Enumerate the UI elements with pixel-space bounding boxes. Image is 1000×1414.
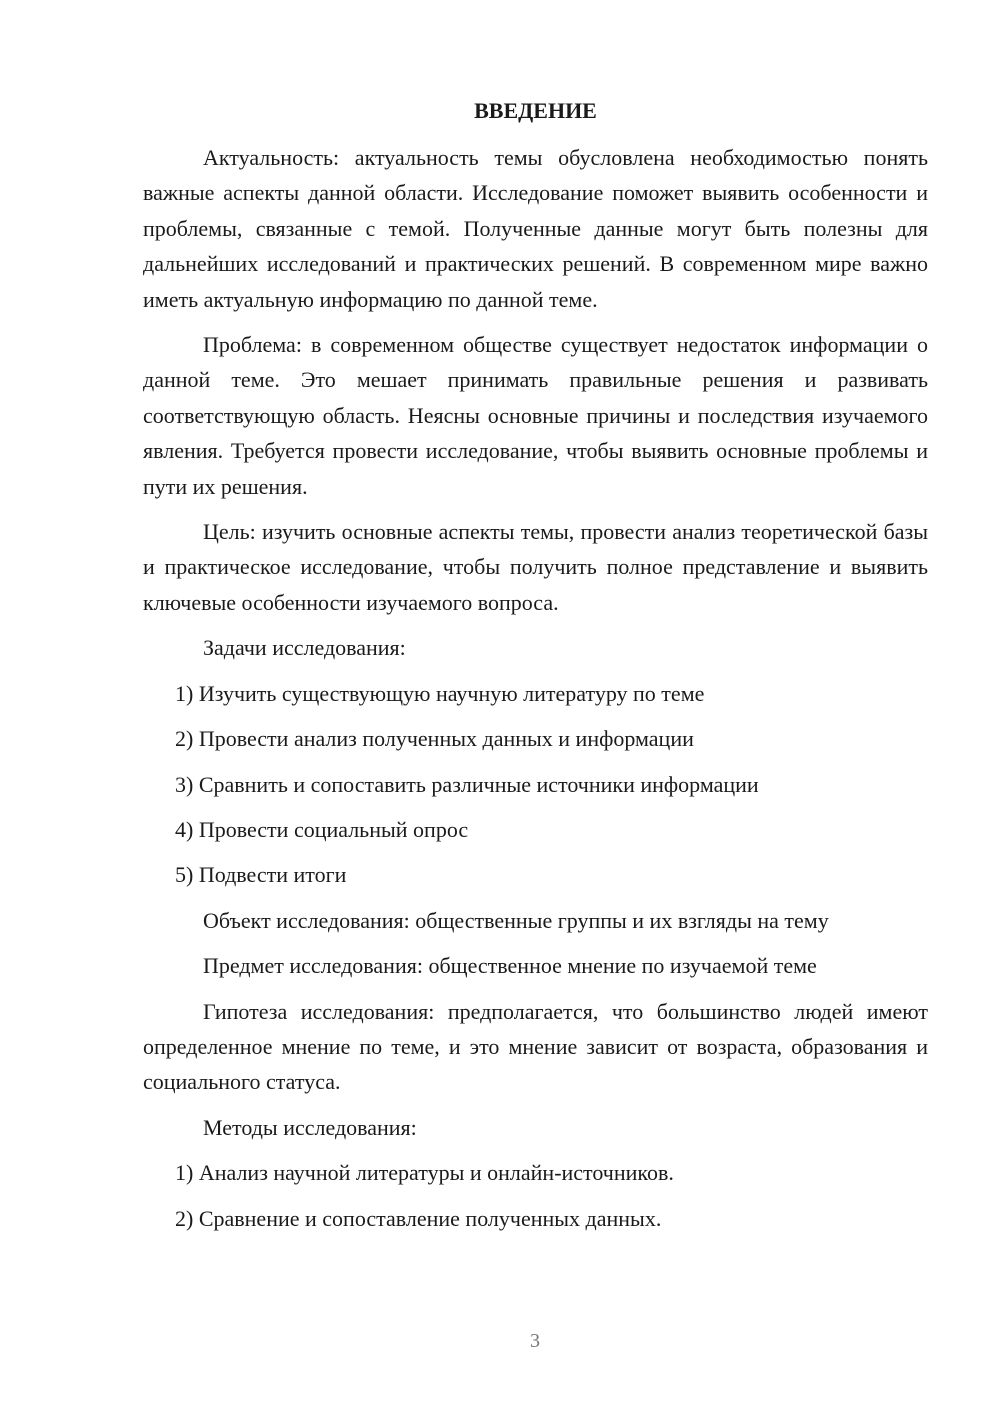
section-title: ВВЕДЕНИЕ: [474, 98, 597, 123]
task-item-5: 5) Подвести итоги: [175, 862, 347, 888]
hypothesis-paragraph: Гипотеза исследования: предполагается, что большинство людей имеют определенное мнение по теме, и это мнение зависит от возраста, образования и социального статуса.: [143, 998, 928, 1095]
tasks-list: [143, 676, 928, 893]
task-item-2: 2) Провести анализ полученных данных и информации: [175, 726, 694, 752]
task-item-4: 4) Провести социальный опрос: [175, 816, 469, 842]
method-item-2: 2) Сравнение и сопоставление полученных данных.: [175, 1205, 662, 1231]
relevance-paragraph: Актуальность: актуальность темы обусловлена необходимостью понять важные аспекты данной области. Исследование поможет выявить особенности и проблемы, связанные с темой. Полученные данные могут быть полезны для дальнейших исследований и практических решений. В современном мире важно иметь актуальную информацию по данной теме.: [143, 145, 928, 312]
subject-line: Предмет исследования: общественное мнение по изучаемой теме: [203, 953, 817, 979]
methods-list: [143, 1155, 928, 1236]
methods-heading: Методы исследования:: [203, 1114, 417, 1140]
goal-paragraph: Цель: изучить основные аспекты темы, провести анализ теоретической базы и практическое исследование, чтобы получить полное представление и выявить ключевые особенности изучаемого вопроса.: [143, 519, 928, 615]
problem-paragraph: Проблема: в современном обществе существует недостаток информации о данной теме. Это мешает принимать правильные решения и развивать соответствующую область. Неясны основные причины и последствия изучаемого явления. Требуется провести исследование, чтобы выявить основные проблемы и пути их решения.: [143, 332, 928, 499]
method-item-1: 1) Анализ научной литературы и онлайн-источников.: [175, 1160, 674, 1186]
task-item-3: 3) Сравнить и сопоставить различные источники информации: [175, 771, 759, 797]
object-line: Объект исследования: общественные группы и их взгляды на тему: [203, 907, 829, 933]
page-number: 3: [530, 1330, 540, 1352]
task-item-1: 1) Изучить существующую научную литературу по теме: [175, 680, 705, 706]
tasks-heading: Задачи исследования:: [203, 635, 406, 661]
